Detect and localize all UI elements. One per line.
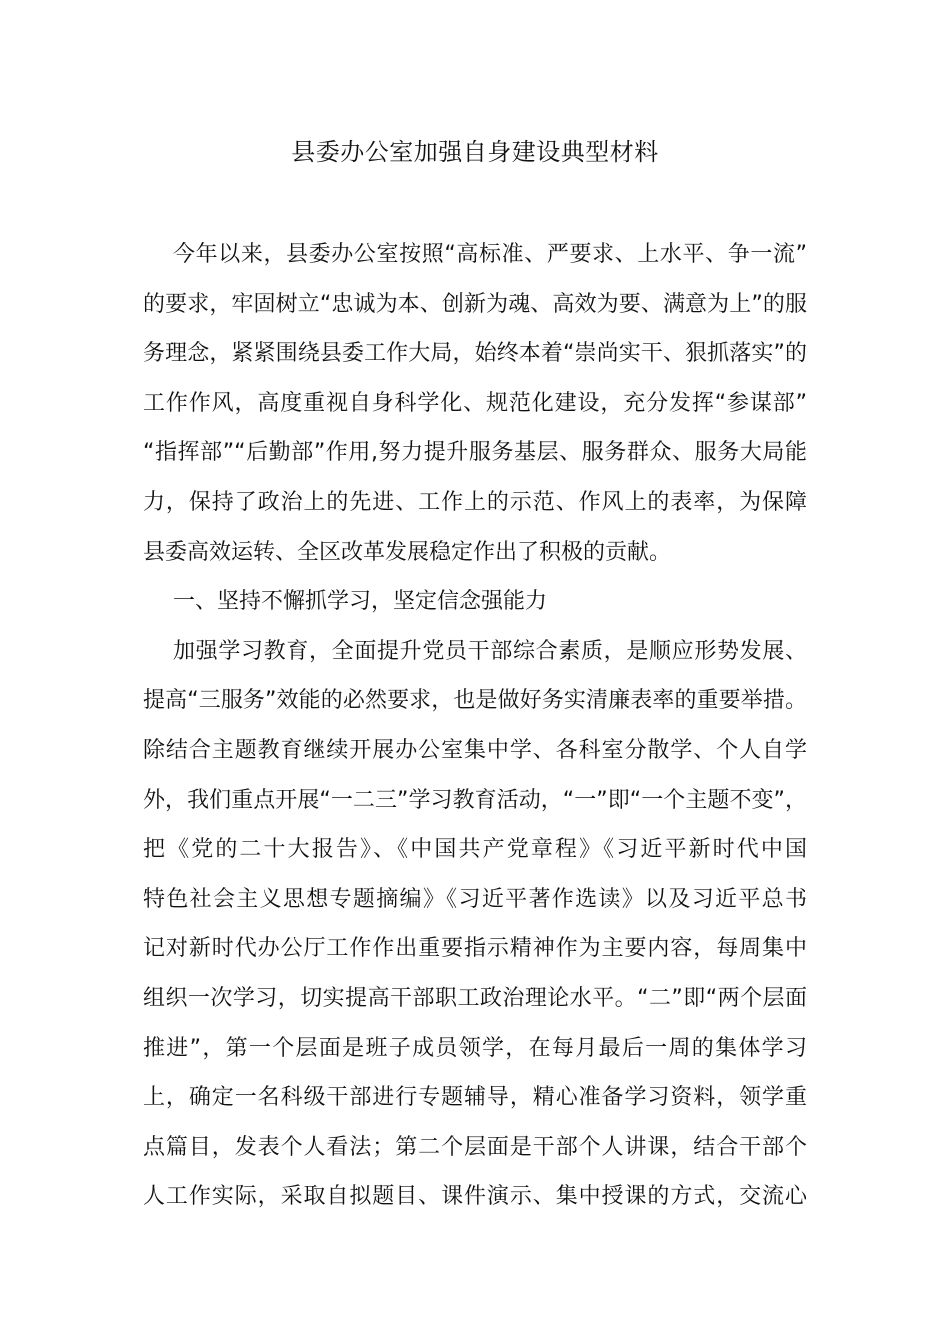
paragraph-line: 上，确定一名科级干部进行专题辅导，精心准备学习资料，领学重 xyxy=(143,1085,807,1111)
paragraph-line: 组织一次学习，切实提高干部职工政治理论水平。“二”即“两个层面 xyxy=(143,985,807,1011)
section-heading: 一、坚持不懈抓学习，坚定信念强能力 xyxy=(173,589,548,615)
paragraph-line: 记对新时代办公厅工作作出重要指示精神作为主要内容，每周集中 xyxy=(143,936,807,962)
document-body xyxy=(143,230,807,1222)
paragraph-line: 加强学习教育，全面提升党员干部综合素质，是顺应形势发展、 xyxy=(173,638,807,664)
paragraph-line: “指挥部”“后勤部”作用,努力提升服务基层、服务群众、服务大局能 xyxy=(143,440,807,466)
paragraph-line: 外，我们重点开展“一二三”学习教育活动，“一”即“一个主题不变”， xyxy=(143,787,807,813)
paragraph-line: 人工作实际，采取自拟题目、课件演示、集中授课的方式，交流心 xyxy=(143,1184,807,1210)
paragraph-line: 的要求，牢固树立“忠诚为本、创新为魂、高效为要、满意为上”的服 xyxy=(143,291,807,317)
paragraph-line: 县委高效运转、全区改革发展稳定作出了积极的贡献。 xyxy=(143,539,672,565)
paragraph-line: 除结合主题教育继续开展办公室集中学、各科室分散学、个人自学 xyxy=(143,737,807,763)
paragraph-line: 特色社会主义思想专题摘编》《习近平著作选读》以及习近平总书 xyxy=(143,886,807,912)
paragraph-line: 把《党的二十大报告》、《中国共产党章程》《习近平新时代中国 xyxy=(143,837,807,863)
paragraph-line: 今年以来，县委办公室按照“高标准、严要求、上水平、争一流” xyxy=(173,242,807,267)
paragraph-line: 工作作风，高度重视自身科学化、规范化建设，充分发挥“参谋部” xyxy=(143,390,807,416)
paragraph-line: 提高“三服务”效能的必然要求，也是做好务实清廉表率的重要举措。 xyxy=(143,688,807,714)
paragraph-line: 力，保持了政治上的先进、工作上的示范、作风上的表率，为保障 xyxy=(143,489,807,515)
paragraph-line: 点篇目，发表个人看法；第二个层面是干部个人讲课，结合干部个 xyxy=(143,1134,807,1160)
paragraph-line: 推进”，第一个层面是班子成员领学，在每月最后一周的集体学习 xyxy=(143,1035,807,1061)
paragraph-line: 务理念，紧紧围绕县委工作大局，始终本着“崇尚实干、狠抓落实”的 xyxy=(143,341,807,367)
document-title: 县委办公室加强自身建设典型材料 xyxy=(291,138,659,166)
